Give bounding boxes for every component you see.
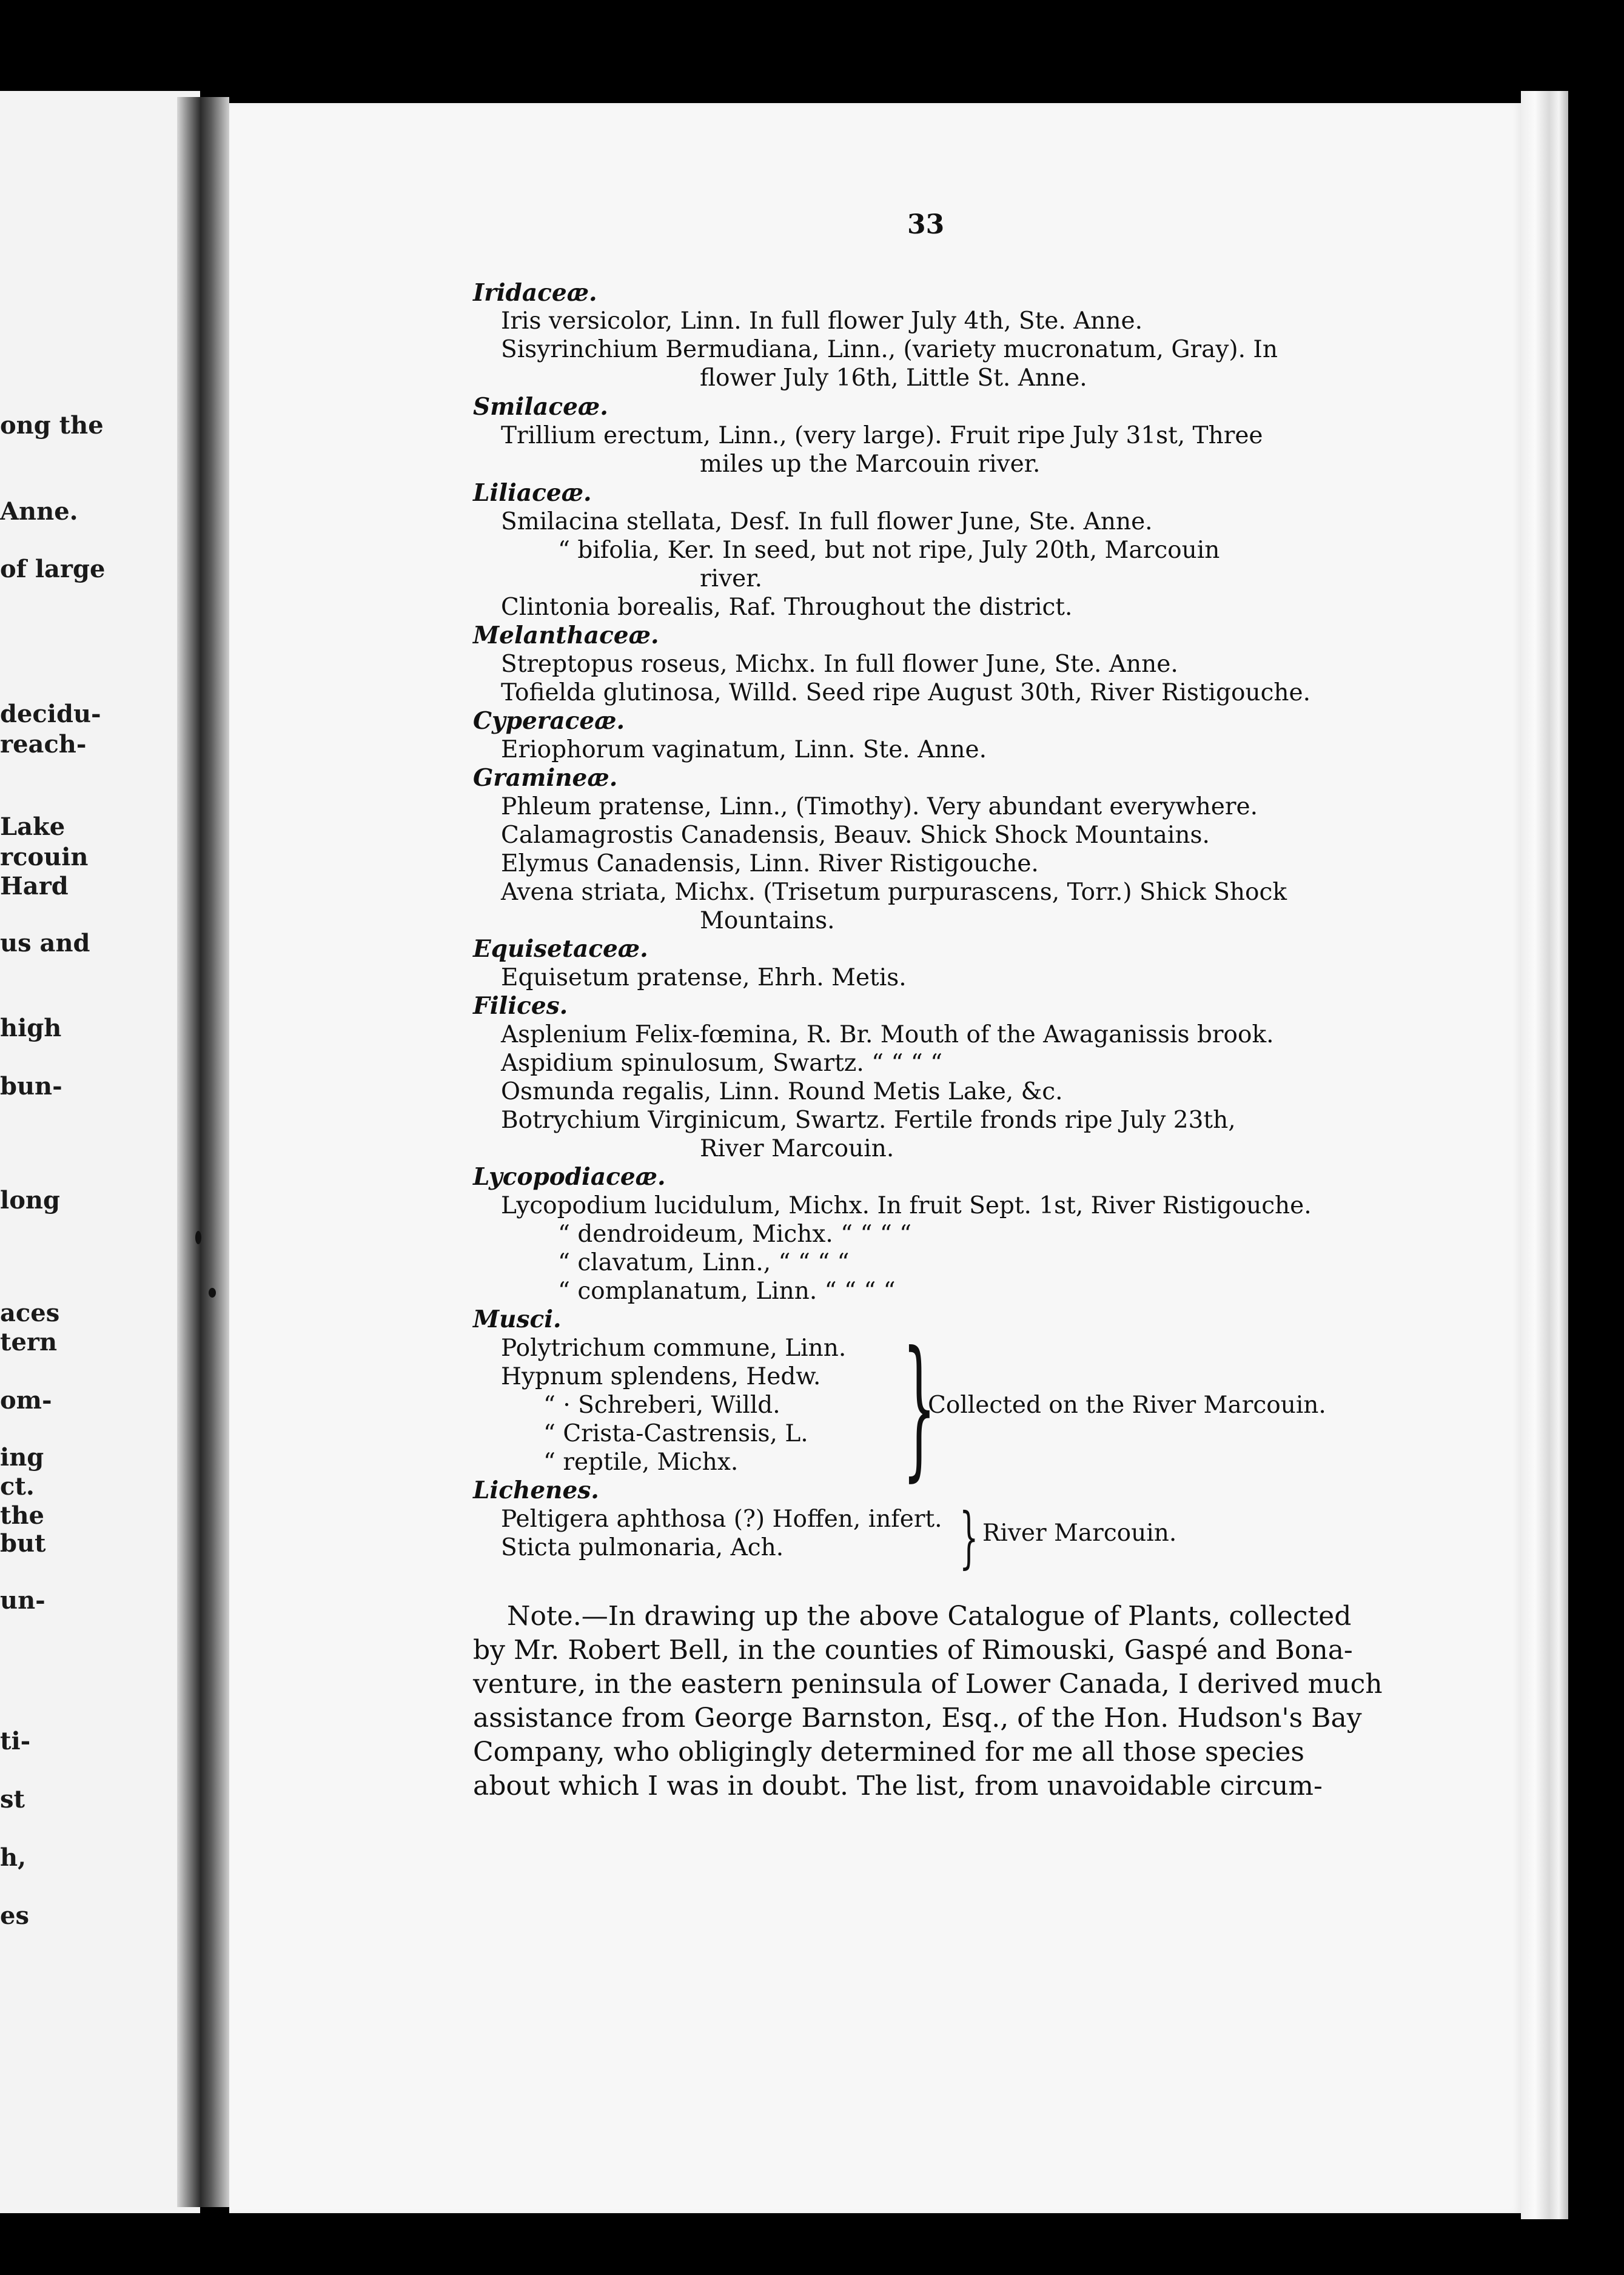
catalogue-entry: River Marcouin. [982, 1519, 1177, 1547]
catalogue-entry: “ bifolia, Ker. In seed, but not ripe, July 20th, Marcouin [558, 537, 1220, 564]
catalogue-entry: Lycopodium lucidulum, Michx. In fruit Sept. 1st, River Ristigouche. [501, 1192, 1312, 1219]
catalogue-entry: Eriophorum vaginatum, Linn. Ste. Anne. [501, 736, 987, 763]
left-page-text-fragment: st [0, 1785, 25, 1814]
catalogue-entry: Sisyrinchium Bermudiana, Linn., (variety mucronatum, Gray). In [501, 336, 1278, 363]
catalogue-entry: Iris versicolor, Linn. In full flower July 4th, Ste. Anne. [501, 307, 1143, 335]
catalogue-entry: Avena striata, Michx. (Trisetum purpurascens, Torr.) Shick Shock [501, 879, 1287, 906]
family-heading: Musci. [473, 1305, 562, 1333]
family-heading: Lichenes. [473, 1476, 599, 1504]
left-page-text-fragment: Anne. [0, 497, 78, 526]
left-page-text-fragment: om- [0, 1386, 52, 1415]
catalogue-entry: Clintonia borealis, Raf. Throughout the district. [501, 594, 1073, 621]
catalogue-entry: Elymus Canadensis, Linn. River Ristigouche. [501, 850, 1039, 877]
left-page-text-fragment: Lake [0, 812, 65, 841]
catalogue-entry: River Marcouin. [700, 1135, 894, 1162]
note-paragraph-line: assistance from George Barnston, Esq., of the Hon. Hudson's Bay [473, 1703, 1362, 1734]
catalogue-entry: Botrychium Virginicum, Swartz. Fertile fronds ripe July 23th, [501, 1107, 1236, 1134]
catalogue-entry: “ complanatum, Linn. “ “ “ “ [558, 1278, 896, 1305]
catalogue-entry: Hypnum splendens, Hedw. [501, 1363, 821, 1390]
left-page-text-fragment: Hard [0, 872, 69, 900]
catalogue-entry: Asplenium Felix-fœmina, R. Br. Mouth of the Awaganissis brook. [501, 1021, 1274, 1048]
left-page-text-fragment: us and [0, 929, 90, 957]
left-page-text-fragment: h, [0, 1843, 27, 1872]
catalogue-entry: “ reptile, Michx. [543, 1449, 739, 1476]
note-paragraph-line: Company, who obligingly determined for me all those species [473, 1737, 1304, 1767]
note-paragraph-line: Note.—In drawing up the above Catalogue of Plants, collected [507, 1601, 1352, 1632]
family-heading: Gramineæ. [473, 764, 618, 792]
left-page-text-fragment: ti- [0, 1727, 31, 1755]
family-heading: Melanthaceæ. [473, 622, 659, 649]
musci-brace: } [902, 1319, 936, 1495]
note-paragraph-line: by Mr. Robert Bell, in the counties of Rimouski, Gaspé and Bona- [473, 1635, 1353, 1666]
left-page-text-fragment: tern [0, 1328, 58, 1356]
catalogue-entry: Sticta pulmonaria, Ach. [501, 1534, 784, 1561]
catalogue-entry: “ clavatum, Linn., “ “ “ “ [558, 1249, 850, 1276]
left-page-text-fragment: es [0, 1901, 29, 1930]
left-page-text-fragment: ct. [0, 1472, 35, 1501]
left-page-text-fragment: rcouin [0, 843, 89, 871]
lichenes-brace: } [959, 1498, 979, 1576]
catalogue-entry: “ Crista-Castrensis, L. [543, 1420, 808, 1447]
left-page-text-fragment: decidu- [0, 700, 101, 728]
catalogue-entry: Smilacina stellata, Desf. In full flower June, Ste. Anne. [501, 508, 1153, 535]
left-page-text-fragment: long [0, 1186, 60, 1215]
catalogue-entry: Peltigera aphthosa (?) Hoffen, infert. [501, 1506, 942, 1533]
speck-mark [195, 1231, 201, 1244]
catalogue-entry: Tofielda glutinosa, Willd. Seed ripe August 30th, River Ristigouche. [501, 679, 1311, 706]
catalogue-entry: Collected on the River Marcouin. [928, 1392, 1326, 1419]
left-page-text-fragment: ing [0, 1443, 44, 1472]
left-page-text-fragment: of large [0, 555, 106, 583]
speck-mark [209, 1288, 216, 1298]
family-heading: Cyperaceæ. [473, 707, 625, 735]
catalogue-entry: Mountains. [700, 907, 835, 934]
left-page-text-fragment: bun- [0, 1072, 62, 1101]
note-paragraph-line: about which I was in doubt. The list, from unavoidable circum- [473, 1771, 1323, 1801]
catalogue-entry: miles up the Marcouin river. [700, 451, 1041, 478]
family-heading: Filices. [473, 992, 568, 1020]
left-page-text-fragment: but [0, 1529, 46, 1558]
family-heading: Iridaceæ. [473, 279, 597, 307]
catalogue-entry: Equisetum pratense, Ehrh. Metis. [501, 964, 907, 991]
family-heading: Liliaceæ. [473, 479, 592, 507]
left-page-text-fragment: ong the [0, 411, 104, 440]
left-page-text-fragment: un- [0, 1586, 45, 1615]
family-heading: Lycopodiaceæ. [473, 1163, 666, 1191]
left-page-text-fragment: high [0, 1014, 62, 1042]
note-paragraph-line: venture, in the eastern peninsula of Lower Canada, I derived much [473, 1669, 1383, 1700]
family-heading: Equisetaceæ. [473, 935, 648, 963]
catalogue-entry: Osmunda regalis, Linn. Round Metis Lake, &c. [501, 1078, 1063, 1105]
left-page-text-fragment: aces [0, 1299, 60, 1327]
catalogue-entry: flower July 16th, Little St. Anne. [700, 364, 1087, 392]
family-heading: Smilaceæ. [473, 393, 608, 421]
catalogue-entry: “ dendroideum, Michx. “ “ “ “ [558, 1221, 912, 1248]
catalogue-entry: “ · Schreberi, Willd. [543, 1392, 780, 1419]
catalogue-entry: Trillium erectum, Linn., (very large). Fruit ripe July 31st, Three [501, 422, 1263, 449]
page-number: 33 [907, 209, 945, 240]
catalogue-entry: Phleum pratense, Linn., (Timothy). Very abundant everywhere. [501, 793, 1258, 820]
left-page-text-fragment: the [0, 1501, 45, 1530]
catalogue-entry: Polytrichum commune, Linn. [501, 1335, 847, 1362]
catalogue-entry: Streptopus roseus, Michx. In full flower June, Ste. Anne. [501, 651, 1178, 678]
catalogue-entry: Aspidium spinulosum, Swartz. “ “ “ “ [501, 1050, 943, 1077]
catalogue-entry: river. [700, 565, 762, 592]
left-page-text-fragment: reach- [0, 730, 87, 759]
catalogue-entry: Calamagrostis Canadensis, Beauv. Shick Shock Mountains. [501, 822, 1210, 849]
